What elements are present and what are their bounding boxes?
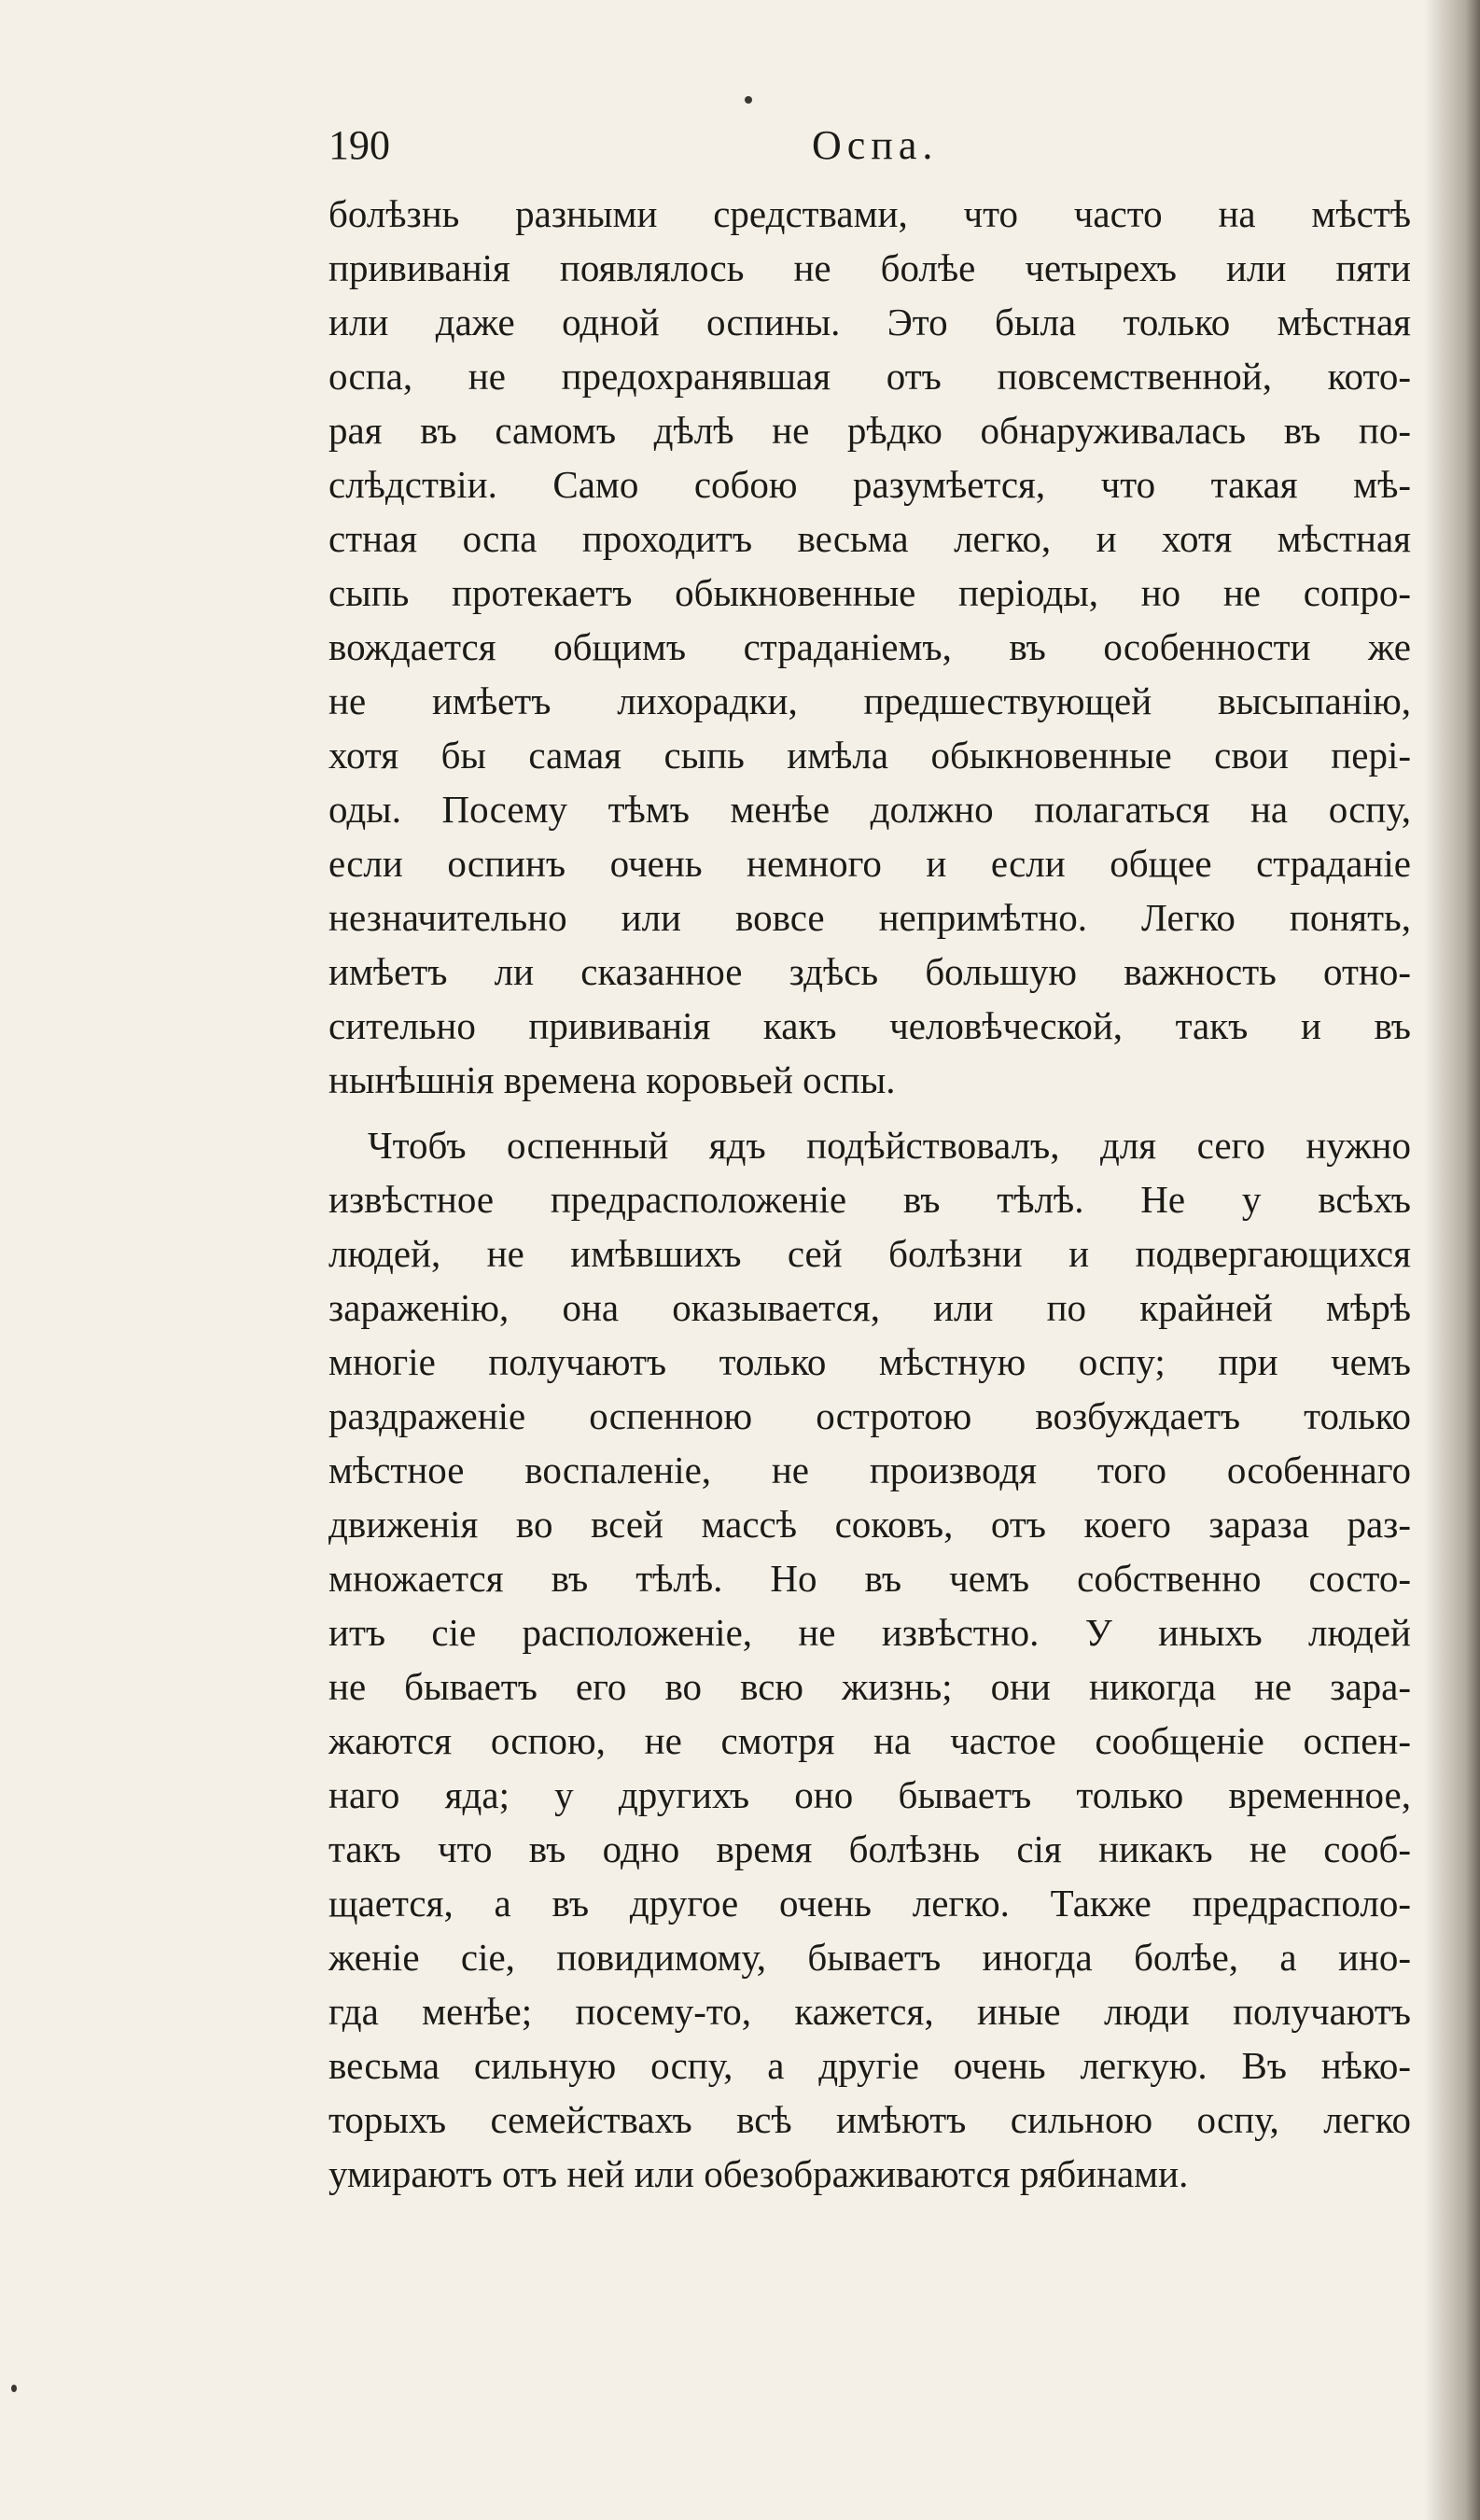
text-line: женіе сіе, повидимому, бываетъ иногда болѣе, а ино- <box>328 1936 1411 1979</box>
text-line: гда менѣе; посему-то, кажется, иные люди получаютъ <box>328 1990 1411 2033</box>
text-line: итъ сіе расположеніе, не извѣстно. У иныхъ людей <box>328 1611 1411 1654</box>
paragraph-1 <box>328 187 1411 1107</box>
body-text <box>328 187 1411 2201</box>
text-line: нынѣшнія времена коровьей оспы. <box>328 1058 896 1101</box>
text-line: жаются оспою, не смотря на частое сообщеніе оспен- <box>328 1719 1411 1762</box>
page-number: 190 <box>328 122 390 168</box>
text-line: не бываетъ его во всю жизнь; они никогда не зара- <box>328 1665 1411 1708</box>
text-line: или даже одной оспины. Это была только мѣстная <box>328 301 1411 343</box>
text-line: мѣстное воспаленіе, не производя того особеннаго <box>328 1449 1411 1491</box>
page-header <box>317 121 1400 177</box>
text-line: если оспинъ очень немного и если общее страданіе <box>328 842 1411 885</box>
text-line: торыхъ семействахъ всѣ имѣютъ сильною оспу, легко <box>328 2098 1411 2141</box>
paragraph-gap <box>328 1107 1411 1118</box>
text-line: вождается общимъ страданіемъ, въ особенности же <box>328 625 1411 668</box>
text-line: оды. Посему тѣмъ менѣе должно полагаться на оспу, <box>328 788 1411 831</box>
text-line: болѣзнь разными средствами, что часто на мѣстѣ <box>328 192 1411 235</box>
paragraph-2 <box>328 1118 1411 2201</box>
text-line: извѣстное предрасположеніе въ тѣлѣ. Не у всѣхъ <box>328 1178 1411 1221</box>
text-line: рая въ самомъ дѣлѣ не рѣдко обнаруживалась въ по- <box>328 409 1411 452</box>
text-line: сительно прививанія какъ человѣческой, такъ и въ <box>328 1004 1411 1047</box>
text-line: наго яда; у другихъ оно бываетъ только временное, <box>328 1773 1411 1816</box>
text-line: умираютъ отъ ней или обезображиваются рябинами. <box>328 2152 1189 2195</box>
text-line: такъ что въ одно время болѣзнь сія никакъ не сооб- <box>328 1827 1411 1870</box>
text-line: хотя бы самая сыпь имѣла обыкновенные свои пері- <box>328 734 1411 777</box>
text-line: не имѣетъ лихорадки, предшествующей высыпанію, <box>328 679 1411 722</box>
text-line: незначительно или вовсе непримѣтно. Легко понять, <box>328 896 1411 939</box>
text-line: зараженію, она оказывается, или по крайней мѣрѣ <box>328 1286 1411 1329</box>
text-line: прививанія появлялось не болѣе четырехъ или пяти <box>328 246 1411 289</box>
page-edge-shadow <box>1424 0 1480 2520</box>
text-line: оспа, не предохранявшая отъ повсемственной, кото- <box>328 355 1411 398</box>
text-line: многіе получаютъ только мѣстную оспу; при чемъ <box>328 1340 1411 1383</box>
text-line: имѣетъ ли сказанное здѣсь большую важность отно- <box>328 950 1411 993</box>
text-line: раздраженіе оспенною остротою возбуждаетъ только <box>328 1394 1411 1437</box>
text-line: стная оспа проходитъ весьма легко, и хотя мѣстная <box>328 517 1411 560</box>
text-line: щается, а въ другое очень легко. Также предрасполо- <box>328 1882 1411 1925</box>
text-line: Чтобъ оспенный ядъ подѣйствовалъ, для сего нужно <box>368 1124 1411 1167</box>
ink-speck <box>745 96 752 104</box>
ink-speck <box>11 2385 17 2392</box>
text-line: слѣдствіи. Само собою разумѣется, что такая мѣ- <box>328 463 1411 506</box>
text-line: людей, не имѣвшихъ сей болѣзни и подвергающихся <box>328 1232 1411 1275</box>
text-line: сыпь протекаетъ обыкновенные періоды, но не сопро- <box>328 571 1411 614</box>
text-line: множается въ тѣлѣ. Но въ чемъ собственно состо- <box>328 1557 1411 1600</box>
running-title: Оспа. <box>812 122 939 168</box>
text-line: движенія во всей массѣ соковъ, отъ коего зараза раз- <box>328 1503 1411 1546</box>
text-line: весьма сильную оспу, а другіе очень легкую. Въ нѣко- <box>328 2044 1411 2087</box>
